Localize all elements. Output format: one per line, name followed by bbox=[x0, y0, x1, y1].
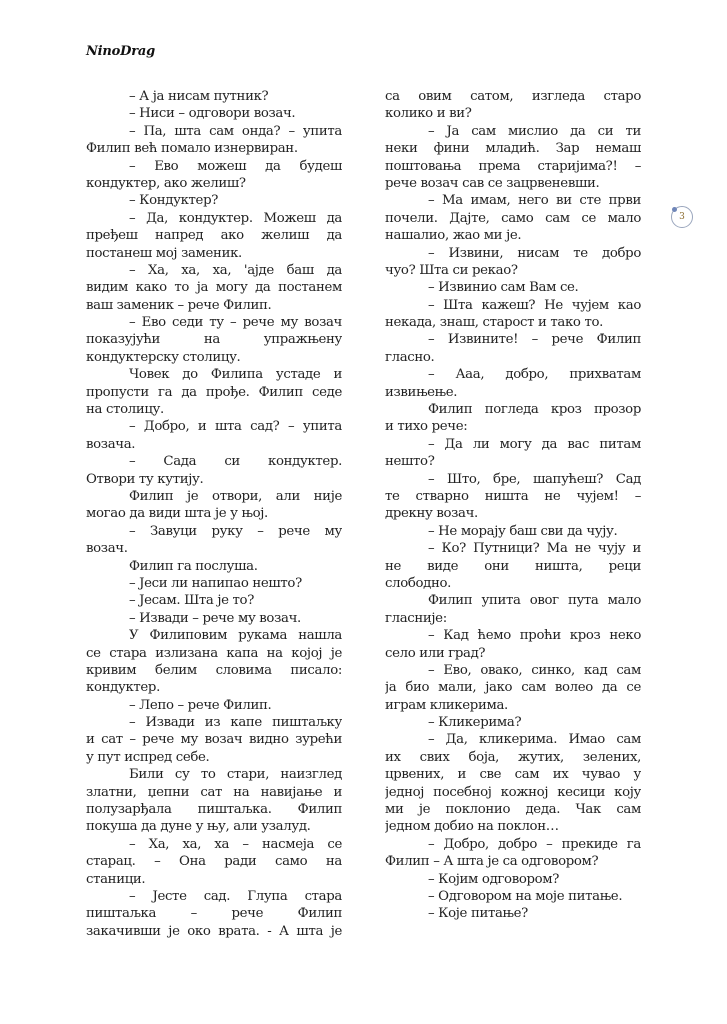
text-line: играм кликерима. bbox=[385, 697, 508, 713]
text-line: – Ја сам мислио да си ти bbox=[428, 123, 641, 139]
text-line: – Кад ћемо проћи кроз неко bbox=[428, 628, 641, 644]
text-line: поштовања према старијима?! – bbox=[385, 158, 641, 174]
text-line: пиштаљка – рече Филип bbox=[86, 906, 342, 922]
text-line: – Добро, и шта сад? – упита bbox=[129, 419, 342, 435]
text-line: нешто? bbox=[385, 454, 435, 470]
text-line: – Извади из капе пиштаљку bbox=[129, 715, 342, 731]
text-line: могао да види шта је у њој. bbox=[86, 506, 268, 522]
text-line: – Не морају баш сви да чују. bbox=[428, 523, 618, 539]
page-number: 3 bbox=[679, 212, 685, 222]
text-line: покуша да дуне у њу, али узалуд. bbox=[86, 819, 311, 835]
text-line: – Ааа, добро, прихватам bbox=[428, 367, 641, 383]
text-line: те стварно ништа не чујем! – bbox=[385, 488, 641, 504]
text-line: – Извинио сам Вам се. bbox=[428, 280, 579, 296]
text-line: – Што, бре, шапућеш? Сад bbox=[428, 471, 641, 487]
text-line: – Да ли могу да вас питам bbox=[428, 436, 641, 452]
text-line: показујући на упражњену bbox=[86, 332, 342, 348]
text-line: почели. Дајте, само сам се мало bbox=[385, 210, 641, 226]
text-line: кривим белим словима писало: bbox=[86, 662, 342, 678]
text-line: Филип је отвори, али није bbox=[129, 488, 342, 504]
text-line: црвених, и све сам их чувао у bbox=[385, 767, 641, 783]
text-line: – Ма имам, него ви сте први bbox=[428, 193, 641, 209]
text-line: станици. bbox=[86, 871, 146, 887]
text-line: – Добро, добро – прекиде га bbox=[428, 836, 641, 852]
text-line: – Ево, овако, синко, кад сам bbox=[428, 662, 641, 678]
text-line: Филип већ помало изнервиран. bbox=[86, 141, 298, 157]
text-line: – Шта кажеш? Не чујем као bbox=[428, 297, 641, 313]
text-line: – Кондуктер? bbox=[129, 193, 219, 209]
text-line: кондуктер, ако желиш? bbox=[86, 175, 246, 191]
text-line: на столицу. bbox=[86, 402, 164, 418]
text-line: – Јесам. Шта је то? bbox=[129, 593, 254, 609]
text-line: – Извините! – рече Филип bbox=[428, 332, 641, 348]
text-line: – Ха, ха, ха, 'ајде баш да bbox=[129, 262, 342, 278]
text-line: једној посебној кожној кесици коју bbox=[385, 784, 641, 800]
text-line: – Ко? Путници? Ма не чују и bbox=[428, 541, 641, 557]
text-line: дрекну возач. bbox=[385, 506, 478, 522]
text-line: у пут испред себе. bbox=[86, 749, 210, 765]
text-line: У Филиповим рукама нашла bbox=[129, 628, 342, 644]
text-line: Филип – А шта је са одговором? bbox=[385, 854, 599, 870]
text-line: видим како то ја могу да постанем bbox=[86, 280, 342, 296]
text-line: и тихо рече: bbox=[385, 419, 468, 435]
text-line: нашалио, жао ми је. bbox=[385, 228, 522, 244]
text-line: – Па, шта сам онда? – упита bbox=[129, 123, 342, 139]
text-line: возач. bbox=[86, 541, 128, 557]
text-line: постанеш мој заменик. bbox=[86, 245, 242, 261]
text-line: пређеш напред ако желиш да bbox=[86, 228, 342, 244]
text-line: – Јесте сад. Глупа стара bbox=[129, 888, 342, 904]
text-line: са овим сатом, изгледа старо bbox=[385, 89, 641, 104]
text-line: – Извини, нисам те добро bbox=[428, 245, 641, 261]
page-number-badge bbox=[671, 206, 693, 228]
text-line: кондуктерску столицу. bbox=[86, 349, 241, 365]
text-line: – Кликерима? bbox=[428, 715, 522, 731]
text-line: Човек до Филипа устаде и bbox=[129, 367, 342, 383]
text-line: кондуктер. bbox=[86, 680, 160, 696]
text-line: колико и ви? bbox=[385, 106, 472, 122]
text-line: – Извади – рече му возач. bbox=[129, 610, 301, 626]
text-line: полузарђала пиштаљка. Филип bbox=[86, 802, 342, 818]
text-line: возача. bbox=[86, 436, 136, 452]
text-line: ваш заменик – рече Филип. bbox=[86, 297, 272, 313]
text-line: се стара излизана капа на којој је bbox=[86, 645, 342, 661]
text-line: – Којим одговором? bbox=[428, 871, 560, 887]
text-line: златни, џепни сат на навијање и bbox=[86, 784, 342, 800]
text-line: – Ево можеш да будеш bbox=[129, 158, 342, 174]
text-line: не виде они ништа, реци bbox=[385, 558, 641, 574]
text-line: – Сада си кондуктер. bbox=[129, 454, 342, 470]
badge-dot-icon bbox=[672, 207, 677, 212]
author-header: NinoDrag bbox=[86, 44, 155, 59]
text-line: их свих боја, жутих, зелених, bbox=[385, 749, 641, 765]
text-line: ми је поклонио деда. Чак сам bbox=[385, 802, 641, 818]
text-line: – Завуци руку – рече му bbox=[129, 523, 342, 539]
text-line: – Које питање? bbox=[428, 906, 528, 922]
text-line: – Ниси – одговори возач. bbox=[129, 106, 296, 122]
text-line: – Ево седи ту – рече му возач bbox=[129, 315, 342, 331]
text-line: Били су то стари, наизглед bbox=[129, 767, 342, 783]
text-line: – Јеси ли напипао нешто? bbox=[129, 575, 302, 591]
text-line: – Лепо – рече Филип. bbox=[129, 697, 272, 713]
text-line: закачивши је око врата. - А шта је bbox=[86, 923, 342, 939]
text-line: Отвори ту кутију. bbox=[86, 471, 204, 487]
text-line: Филип упита овог пута мало bbox=[428, 593, 641, 609]
text-line: чуо? Шта си рекао? bbox=[385, 262, 518, 278]
text-line: слободно. bbox=[385, 575, 452, 591]
text-line: једном добио на поклон… bbox=[385, 819, 559, 835]
text-line: рече возач сав се зацрвеневши. bbox=[385, 175, 600, 191]
text-line: – Да, кондуктер. Можеш да bbox=[129, 210, 342, 226]
text-column-left bbox=[86, 88, 342, 940]
text-line: село или град? bbox=[385, 645, 486, 661]
text-column-right bbox=[385, 88, 641, 923]
text-line: неки фини младић. Зар немаш bbox=[385, 141, 641, 157]
text-line: извињење. bbox=[385, 384, 458, 400]
text-line: и сат – рече му возач видно зурећи bbox=[86, 732, 342, 748]
text-line: гласно. bbox=[385, 349, 435, 365]
text-line: гласније: bbox=[385, 610, 447, 626]
text-line: Филип га послуша. bbox=[129, 558, 258, 574]
text-line: старац. – Она ради само на bbox=[86, 854, 342, 870]
text-line: – А ја нисам путник? bbox=[129, 89, 269, 104]
text-line: Филип погледа кроз прозор bbox=[428, 402, 641, 418]
text-line: – Да, кликерима. Имао сам bbox=[428, 732, 641, 748]
text-line: – Ха, ха, ха – насмеја се bbox=[129, 836, 342, 852]
text-line: – Одговором на моје питање. bbox=[428, 888, 623, 904]
text-line: ја био мали, јако сам волео да се bbox=[385, 680, 641, 696]
text-line: некада, знаш, старост и тако то. bbox=[385, 315, 603, 331]
text-line: пропусти га да прође. Филип седе bbox=[86, 384, 342, 400]
